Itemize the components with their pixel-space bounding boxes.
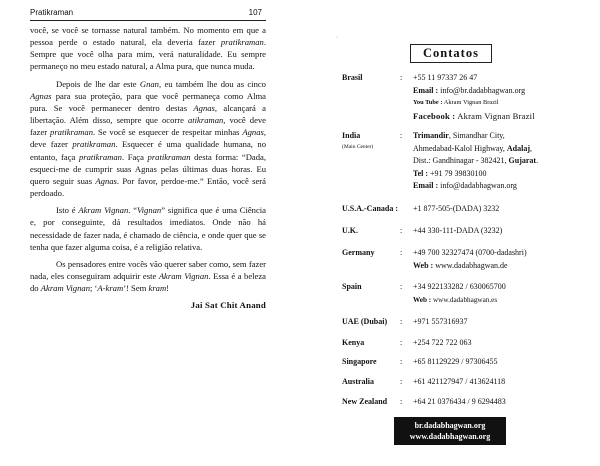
colon: :: [400, 73, 403, 82]
italic-term: Gnan: [139, 78, 159, 89]
italic-term: A-kram: [97, 283, 124, 294]
italic-term: pratikraman: [147, 151, 191, 162]
text-run: desta forma: “Dada, esqueci-me de cumprir suas Agnas pelas últimas duas horas. Eu quero seguir suas: [30, 151, 266, 186]
uae-phone[interactable]: +971 557316937: [413, 317, 468, 326]
italic-term: Agnas: [95, 175, 117, 186]
australia-phone[interactable]: +61 421127947 / 413624118: [413, 377, 506, 386]
paragraph-1: [30, 24, 266, 73]
italic-term: Agnas: [193, 102, 215, 113]
india-adalaj: Adalaj: [506, 143, 531, 153]
text-run: Os pensadores entre vocês vão querer saber como, sem fazer nada, eles conseguiram adquirir este: [30, 258, 266, 281]
brasil-facebook-label: Facebook :: [413, 110, 456, 121]
brasil-youtube-label: You Tube :: [413, 99, 443, 106]
india-line3-end: .: [536, 156, 539, 165]
corner-mark: ·: [336, 35, 338, 41]
italic-term: pratikraman: [78, 151, 122, 162]
india-line2-end: ,: [530, 143, 533, 153]
country-uae: UAE (Dubai): [342, 317, 388, 326]
text-run: . Por favor, perdoe-me.” Então, você será perdoado.: [30, 175, 266, 199]
usa-phone[interactable]: +1 877-505-(DADA) 3232: [413, 204, 500, 213]
country-kenya: Kenya: [342, 338, 365, 347]
paragraph-2: [30, 78, 266, 200]
country-brasil: Brasil: [342, 73, 363, 82]
country-australia: Australia: [342, 377, 374, 386]
colon: :: [400, 317, 403, 326]
italic-term: Agnas: [242, 127, 264, 138]
india-gujarat: Gujarat: [508, 156, 537, 165]
paragraph-4: [30, 258, 266, 294]
italic-term: Vignan: [137, 205, 162, 216]
italic-term: pratikraman: [50, 127, 93, 138]
colon: :: [400, 357, 403, 366]
italic-term: atikraman: [187, 115, 224, 126]
india-tel-label: Tel :: [413, 168, 429, 178]
italic-term: Akram Vignan: [40, 283, 90, 294]
text-run: ’! Sem: [123, 283, 149, 294]
website-box: [394, 417, 506, 445]
italic-term: Agnas: [30, 90, 52, 101]
body-text: [30, 24, 266, 311]
text-run: para sua proteção, para que você permaneça como Alma pura. Se você permanecer dentro destas: [30, 90, 266, 113]
germany-web-label: Web :: [413, 260, 434, 270]
spain-phone[interactable]: +34 922133282 / 630065700: [413, 282, 506, 291]
country-germany: Germany: [342, 248, 375, 257]
india-line1: , Simandhar City,: [448, 131, 505, 140]
india-email[interactable]: info@dadabhagwan.org: [440, 181, 517, 190]
text-run: , alcançará a libertação. Além disso, sempre que ocorre: [30, 102, 266, 126]
text-run: , você deve fazer: [30, 115, 266, 138]
italic-term: kram: [148, 283, 167, 294]
india-trimandir: Trimandir: [413, 131, 449, 140]
brasil-email-label: Email :: [413, 85, 439, 95]
colon: :: [400, 282, 403, 291]
colon: :: [400, 131, 403, 140]
paragraph-3: [30, 204, 266, 253]
italic-term: pratikraman: [72, 139, 116, 150]
country-new-zealand: New Zealand: [342, 397, 388, 406]
signature: Jai Sat Chit Anand: [190, 300, 266, 311]
text-run: Depois de lhe dar este: [56, 78, 140, 89]
running-head: [30, 6, 266, 21]
country-usa-canada: U.S.A.-Canada :: [342, 204, 399, 213]
text-run: . Essa é a beleza do: [30, 270, 266, 294]
right-page: [300, 0, 600, 466]
text-run: . Faça: [121, 151, 148, 162]
colon: :: [400, 338, 403, 347]
contacts-heading: Contatos: [410, 44, 492, 63]
india-tel[interactable]: +91 79 39830100: [430, 168, 487, 178]
singapore-phone[interactable]: +65 81129229 / 97306455: [413, 357, 498, 366]
country-india: [342, 130, 402, 152]
text-run: ; ‘: [90, 283, 98, 294]
text-run: , eu também lhe dou as cinco: [158, 78, 266, 89]
text-run: . “: [128, 205, 138, 216]
spain-web[interactable]: www.dadabhagwan.es: [432, 295, 498, 304]
brasil-facebook[interactable]: Akram Vignan Brazil: [457, 110, 535, 121]
india-line3: Dist.: Gandhinagar - 382421,: [413, 156, 509, 165]
italic-term: pratikraman: [220, 37, 264, 48]
country-india-name: India: [342, 131, 361, 140]
country-uk: U.K.: [342, 226, 358, 235]
india-main-center: (Main Center): [342, 143, 374, 150]
text-run: !: [166, 283, 170, 294]
colon: :: [400, 397, 403, 406]
brasil-phone: +55 11 97337 26 47: [413, 73, 478, 82]
brasil-youtube[interactable]: Akram Vignan Brazil: [443, 99, 499, 106]
india-line2: Ahmedabad-Kalol Highway,: [413, 143, 507, 153]
italic-term: Akram Vignan: [78, 205, 129, 216]
website-br[interactable]: br.dadabhagwan.org: [414, 421, 486, 430]
germany-web[interactable]: www.dadabhagwan.de: [435, 260, 508, 270]
text-run: , deve fazer: [30, 127, 266, 150]
brasil-email[interactable]: info@br.dadabhagwan.org: [440, 85, 526, 95]
text-run: . Esquecer é uma qualidade humana, no entanto, faça: [30, 139, 267, 162]
colon: :: [400, 226, 403, 235]
text-run: você, se você se tornasse natural também. No momento em que a pessoa perde o estado natural, ela deveria fazer: [30, 25, 266, 48]
text-run: Isto é: [56, 205, 79, 216]
text-run: ” significa que é uma Ciência e, por conseguinte, dá resultados imediatos. Onde não há necessidade de fazer nada, é chamado de ciência, e onde quer que se tenha que fazer alguma coisa, é a religião relativa.: [30, 205, 266, 252]
country-singapore: Singapore: [342, 357, 377, 366]
website-main[interactable]: www.dadabhagwan.org: [409, 432, 491, 441]
running-title: Pratikraman: [30, 8, 74, 17]
country-spain: Spain: [342, 282, 362, 291]
colon: :: [400, 377, 403, 386]
india-email-label: Email :: [413, 181, 439, 190]
kenya-phone[interactable]: +254 722 722 063: [413, 338, 472, 347]
germany-phone[interactable]: +49 700 32327474 (0700-dadashri): [413, 248, 527, 257]
text-run: . Se você se esquecer de respeitar minhas: [92, 127, 243, 138]
italic-term: Akram Vignan: [158, 270, 209, 281]
text-run: . Sempre que você olha para mim, verá naturalidade. Eu sempre permaneço no meu estado natural, a Alma pura, que nunca muda.: [30, 37, 266, 72]
uk-phone[interactable]: +44 330-111-DADA (3232): [413, 226, 503, 235]
new-zealand-phone[interactable]: +64 21 0376434 / 9 6294483: [413, 397, 506, 406]
page-number: 107: [248, 8, 262, 17]
spain-web-label: Web :: [413, 295, 432, 304]
colon: :: [400, 248, 403, 257]
